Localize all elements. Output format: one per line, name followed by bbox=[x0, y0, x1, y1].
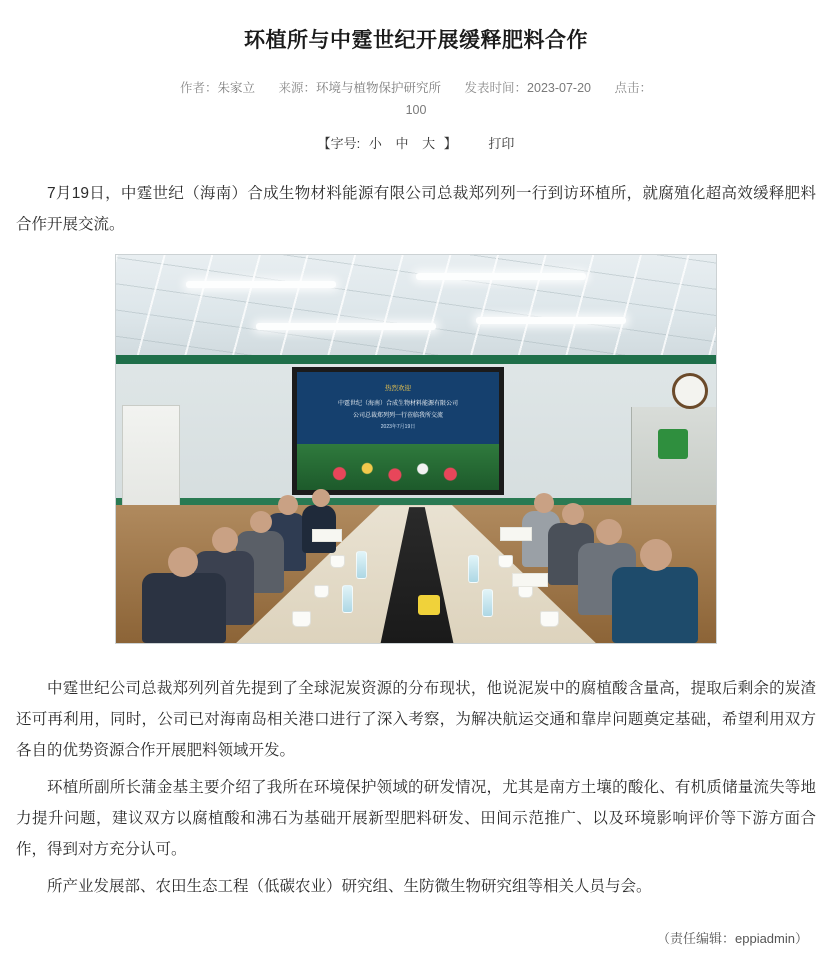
article-meta bbox=[16, 77, 816, 101]
page-title: 环植所与中霆世纪开展缓释肥料合作 bbox=[244, 29, 588, 52]
photo-teacup bbox=[498, 555, 513, 568]
screen-flower-image bbox=[297, 444, 499, 490]
meeting-photo bbox=[115, 254, 717, 644]
photo-person-head bbox=[596, 519, 622, 545]
screen-line-2: 公司总裁郑列列一行莅临我所交流 bbox=[352, 413, 444, 420]
meta-author-value: 朱家立 bbox=[217, 81, 256, 96]
editor-credit: （责任编辑：eppiadmin） bbox=[657, 931, 808, 947]
article-paragraph-1: 7月19日，中霆世纪（海南）合成生物材料能源有限公司总裁郑列列一行到访环植所，就腐殖化超高效缓释肥料合作开展交流。 bbox=[16, 185, 816, 234]
article-body bbox=[16, 178, 816, 902]
photo-document bbox=[312, 529, 342, 542]
photo-person bbox=[612, 567, 698, 643]
meta-source-label: 来源： bbox=[278, 81, 317, 96]
article-paragraph-4: 所产业发展部、农田生态工程（低碳农业）研究组、生防微生物研究组等相关人员与会。 bbox=[47, 878, 652, 896]
screen-headline: 热烈欢迎 bbox=[385, 385, 411, 393]
fontsize-label: 【字号: bbox=[317, 136, 361, 152]
photo-document bbox=[500, 527, 532, 541]
photo-person bbox=[142, 573, 226, 643]
screen-line-1: 中霆世纪（海南）合成生物材料能源有限公司 bbox=[337, 401, 459, 408]
article-tools bbox=[16, 133, 816, 152]
article-page bbox=[0, 26, 832, 947]
article-figure bbox=[16, 254, 816, 655]
print-button[interactable]: 打印 bbox=[488, 136, 515, 152]
photo-ceiling-light bbox=[186, 281, 336, 288]
photo-ceiling-light bbox=[256, 323, 436, 330]
photo-ceiling-light bbox=[416, 273, 586, 280]
photo-ceiling-light bbox=[476, 317, 626, 324]
photo-person-head bbox=[534, 493, 554, 513]
meta-publish-time bbox=[465, 81, 595, 95]
meta-author-label: 作者： bbox=[180, 81, 218, 96]
photo-water-bottle bbox=[468, 555, 479, 583]
photo-yellow-bag bbox=[418, 595, 440, 615]
meta-author bbox=[180, 81, 259, 95]
photo-water-bottle bbox=[342, 585, 353, 613]
article-paragraph-2: 中霆世纪公司总裁郑列列首先提到了全球泥炭资源的分布现状，他说泥炭中的腐植酸含量高，提取后剩余的炭渣还可再利用，同时，公司已对海南岛相关港口进行了深入考察，为解决航运交通和靠岸问题奠定基础，希望利用双方各自的优势资源合作开展肥料领域开发。 bbox=[16, 680, 816, 760]
meta-hits-label: 点击： bbox=[614, 81, 652, 96]
photo-water-bottle bbox=[356, 551, 367, 579]
fontsize-small-button[interactable]: 小 bbox=[368, 136, 382, 152]
meta-hits-value: 100 bbox=[405, 103, 427, 118]
meta-hits bbox=[614, 81, 652, 95]
photo-person-head bbox=[562, 503, 584, 525]
photo-teacup bbox=[330, 555, 345, 568]
meta-source bbox=[279, 81, 445, 95]
photo-water-bottle bbox=[482, 589, 493, 617]
article-paragraph-3: 环植所副所长蒲金基主要介绍了我所在环境保护领域的研发情况，尤其是南方土壤的酸化、有机质储量流失等地力提升问题，建议双方以腐植酸和沸石为基础开展新型肥料研发、田间示范推广、以及环境影响评价等下游方面合作，得到对方充分认可。 bbox=[16, 779, 816, 859]
photo-person-head bbox=[278, 495, 298, 515]
photo-wall-band-top bbox=[116, 355, 716, 364]
photo-person-head bbox=[640, 539, 672, 571]
fontsize-close-bracket: 】 bbox=[443, 136, 457, 152]
photo-presentation-screen bbox=[292, 367, 504, 495]
fontsize-large-button[interactable]: 大 bbox=[422, 136, 436, 152]
photo-wall-clock bbox=[672, 373, 708, 409]
meta-publish-label: 发表时间： bbox=[464, 81, 528, 96]
meta-publish-value: 2023-07-20 bbox=[527, 81, 591, 96]
screen-line-3: 2023年7月19日 bbox=[380, 424, 416, 431]
photo-ceiling-grid bbox=[116, 255, 716, 363]
photo-person-head bbox=[212, 527, 238, 553]
photo-teacup bbox=[540, 611, 559, 627]
photo-teacup bbox=[292, 611, 311, 627]
fontsize-medium-button[interactable]: 中 bbox=[395, 136, 409, 152]
photo-wall-band-bottom bbox=[116, 498, 716, 505]
photo-person-head bbox=[250, 511, 272, 533]
photo-teacup bbox=[314, 585, 329, 598]
photo-person-head bbox=[168, 547, 198, 577]
meta-source-value: 环境与植物保护研究所 bbox=[316, 81, 442, 96]
photo-document bbox=[512, 573, 548, 587]
